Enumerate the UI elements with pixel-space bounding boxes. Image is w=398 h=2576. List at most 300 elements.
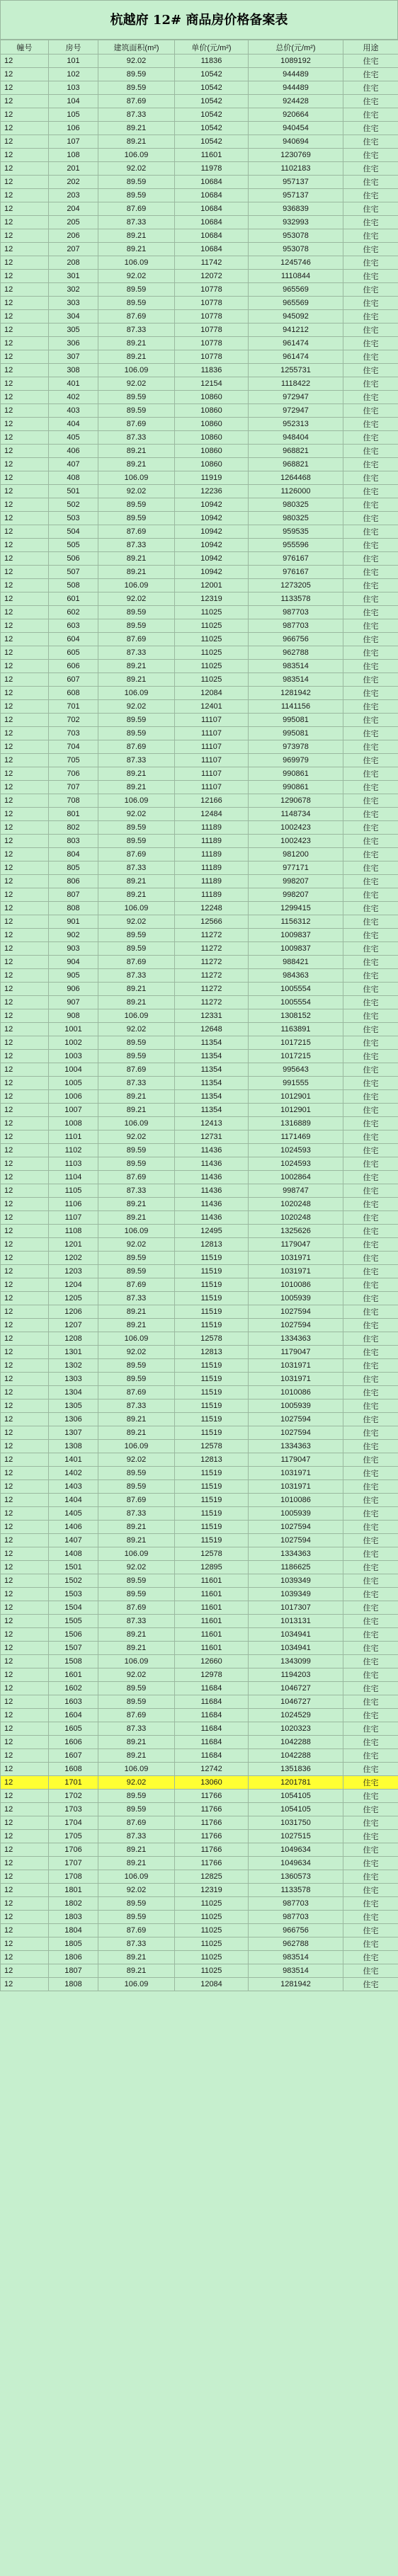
building-cell: 12 xyxy=(1,1494,49,1507)
table-body xyxy=(1,55,398,1991)
area-cell: 89.59 xyxy=(98,297,175,310)
area-cell: 87.33 xyxy=(98,539,175,552)
area-cell: 89.59 xyxy=(98,1157,175,1171)
total-price-cell: 961474 xyxy=(249,337,343,350)
unit-price-cell: 12660 xyxy=(175,1655,249,1668)
table-row xyxy=(1,848,398,861)
room-cell: 1303 xyxy=(49,1373,98,1386)
usage-cell: 住宅 xyxy=(343,1857,398,1870)
total-price-cell: 1024593 xyxy=(249,1157,343,1171)
building-cell: 12 xyxy=(1,498,49,512)
unit-price-cell: 10542 xyxy=(175,108,249,122)
room-cell: 1403 xyxy=(49,1480,98,1494)
room-cell: 404 xyxy=(49,418,98,431)
area-cell: 87.69 xyxy=(98,1601,175,1615)
area-cell: 92.02 xyxy=(98,593,175,606)
area-cell: 106.09 xyxy=(98,1332,175,1346)
usage-cell: 住宅 xyxy=(343,714,398,727)
room-cell: 506 xyxy=(49,552,98,566)
usage-cell: 住宅 xyxy=(343,391,398,404)
total-price-cell: 955596 xyxy=(249,539,343,552)
table-row xyxy=(1,1359,398,1373)
room-cell: 1708 xyxy=(49,1870,98,1884)
building-cell: 12 xyxy=(1,1951,49,1964)
area-cell: 89.21 xyxy=(98,445,175,458)
total-price-cell: 1343099 xyxy=(249,1655,343,1668)
room-cell: 206 xyxy=(49,229,98,243)
room-cell: 1106 xyxy=(49,1198,98,1211)
unit-price-cell: 11189 xyxy=(175,835,249,848)
building-cell: 12 xyxy=(1,1426,49,1440)
area-cell: 92.02 xyxy=(98,1238,175,1252)
area-cell: 89.59 xyxy=(98,1265,175,1278)
unit-price-cell: 10684 xyxy=(175,229,249,243)
building-cell: 12 xyxy=(1,539,49,552)
usage-cell: 住宅 xyxy=(343,606,398,619)
usage-cell: 住宅 xyxy=(343,324,398,337)
table-row xyxy=(1,1722,398,1736)
total-price-cell: 941212 xyxy=(249,324,343,337)
total-price-cell: 995081 xyxy=(249,714,343,727)
total-price-cell: 1027594 xyxy=(249,1319,343,1332)
total-price-cell: 957137 xyxy=(249,176,343,189)
room-cell: 601 xyxy=(49,593,98,606)
room-cell: 606 xyxy=(49,660,98,673)
usage-cell: 住宅 xyxy=(343,216,398,229)
usage-cell: 住宅 xyxy=(343,660,398,673)
total-price-cell: 1034941 xyxy=(249,1628,343,1642)
building-cell: 12 xyxy=(1,283,49,297)
room-cell: 1107 xyxy=(49,1211,98,1225)
room-cell: 403 xyxy=(49,404,98,418)
table-row xyxy=(1,902,398,915)
usage-cell: 住宅 xyxy=(343,283,398,297)
area-cell: 87.33 xyxy=(98,646,175,660)
room-cell: 708 xyxy=(49,794,98,808)
room-cell: 401 xyxy=(49,377,98,391)
building-cell: 12 xyxy=(1,915,49,929)
table-row xyxy=(1,1803,398,1816)
building-cell: 12 xyxy=(1,714,49,727)
area-cell: 92.02 xyxy=(98,808,175,821)
total-price-cell: 1273205 xyxy=(249,579,343,593)
room-cell: 1208 xyxy=(49,1332,98,1346)
room-cell: 104 xyxy=(49,95,98,108)
area-cell: 87.33 xyxy=(98,1399,175,1413)
table-row xyxy=(1,1601,398,1615)
unit-price-cell: 10778 xyxy=(175,297,249,310)
area-cell: 89.59 xyxy=(98,391,175,404)
building-cell: 12 xyxy=(1,1601,49,1615)
usage-cell: 住宅 xyxy=(343,1682,398,1695)
area-cell: 92.02 xyxy=(98,1668,175,1682)
unit-price-cell: 10778 xyxy=(175,283,249,297)
building-cell: 12 xyxy=(1,512,49,525)
table-row xyxy=(1,1467,398,1480)
unit-price-cell: 12319 xyxy=(175,593,249,606)
room-cell: 807 xyxy=(49,888,98,902)
building-cell: 12 xyxy=(1,1521,49,1534)
total-price-cell: 987703 xyxy=(249,1897,343,1911)
room-cell: 1606 xyxy=(49,1736,98,1749)
area-cell: 89.59 xyxy=(98,1574,175,1588)
area-cell: 89.59 xyxy=(98,512,175,525)
table-row xyxy=(1,1238,398,1252)
header-building: 幢号 xyxy=(1,40,49,55)
usage-cell: 住宅 xyxy=(343,1574,398,1588)
usage-cell: 住宅 xyxy=(343,875,398,888)
usage-cell: 住宅 xyxy=(343,1373,398,1386)
area-cell: 89.59 xyxy=(98,1144,175,1157)
area-cell: 89.59 xyxy=(98,189,175,202)
usage-cell: 住宅 xyxy=(343,68,398,81)
area-cell: 106.09 xyxy=(98,1117,175,1130)
room-cell: 305 xyxy=(49,324,98,337)
usage-cell: 住宅 xyxy=(343,1709,398,1722)
room-cell: 906 xyxy=(49,983,98,996)
room-cell: 303 xyxy=(49,297,98,310)
total-price-cell: 959535 xyxy=(249,525,343,539)
unit-price-cell: 11684 xyxy=(175,1722,249,1736)
table-row xyxy=(1,1480,398,1494)
usage-cell: 住宅 xyxy=(343,1843,398,1857)
area-cell: 87.69 xyxy=(98,1709,175,1722)
usage-cell: 住宅 xyxy=(343,1695,398,1709)
table-row xyxy=(1,1265,398,1278)
area-cell: 89.59 xyxy=(98,1252,175,1265)
unit-price-cell: 11107 xyxy=(175,740,249,754)
unit-price-cell: 11684 xyxy=(175,1682,249,1695)
usage-cell: 住宅 xyxy=(343,498,398,512)
area-cell: 89.59 xyxy=(98,68,175,81)
unit-price-cell: 11354 xyxy=(175,1036,249,1050)
area-cell: 89.21 xyxy=(98,1749,175,1763)
building-cell: 12 xyxy=(1,1507,49,1521)
table-row xyxy=(1,189,398,202)
unit-price-cell: 12084 xyxy=(175,1978,249,1991)
room-cell: 508 xyxy=(49,579,98,593)
building-cell: 12 xyxy=(1,122,49,135)
usage-cell: 住宅 xyxy=(343,1399,398,1413)
room-cell: 904 xyxy=(49,956,98,969)
area-cell: 87.69 xyxy=(98,202,175,216)
unit-price-cell: 10860 xyxy=(175,404,249,418)
total-price-cell: 1027594 xyxy=(249,1426,343,1440)
usage-cell: 住宅 xyxy=(343,1077,398,1090)
table-row xyxy=(1,835,398,848)
room-cell: 902 xyxy=(49,929,98,942)
building-cell: 12 xyxy=(1,1911,49,1924)
usage-cell: 住宅 xyxy=(343,1561,398,1574)
building-cell: 12 xyxy=(1,1978,49,1991)
area-cell: 106.09 xyxy=(98,687,175,700)
table-row xyxy=(1,418,398,431)
table-row xyxy=(1,1332,398,1346)
table-row xyxy=(1,1911,398,1924)
table-row xyxy=(1,875,398,888)
unit-price-cell: 11766 xyxy=(175,1803,249,1816)
unit-price-cell: 10860 xyxy=(175,418,249,431)
room-cell: 803 xyxy=(49,835,98,848)
table-row xyxy=(1,687,398,700)
table-row xyxy=(1,1561,398,1574)
total-price-cell: 1005554 xyxy=(249,996,343,1009)
area-cell: 89.21 xyxy=(98,337,175,350)
table-row xyxy=(1,1574,398,1588)
unit-price-cell: 12813 xyxy=(175,1238,249,1252)
building-cell: 12 xyxy=(1,108,49,122)
total-price-cell: 962788 xyxy=(249,646,343,660)
total-price-cell: 961474 xyxy=(249,350,343,364)
usage-cell: 住宅 xyxy=(343,996,398,1009)
table-row xyxy=(1,1292,398,1305)
usage-cell: 住宅 xyxy=(343,1278,398,1292)
building-cell: 12 xyxy=(1,1265,49,1278)
usage-cell: 住宅 xyxy=(343,673,398,687)
building-cell: 12 xyxy=(1,1278,49,1292)
area-cell: 89.59 xyxy=(98,929,175,942)
area-cell: 89.59 xyxy=(98,1790,175,1803)
usage-cell: 住宅 xyxy=(343,1884,398,1897)
building-cell: 12 xyxy=(1,646,49,660)
total-price-cell: 1133578 xyxy=(249,593,343,606)
room-cell: 905 xyxy=(49,969,98,983)
total-price-cell: 1334363 xyxy=(249,1440,343,1453)
usage-cell: 住宅 xyxy=(343,81,398,95)
total-price-cell: 976167 xyxy=(249,566,343,579)
total-price-cell: 976167 xyxy=(249,552,343,566)
usage-cell: 住宅 xyxy=(343,1722,398,1736)
total-price-cell: 1179047 xyxy=(249,1346,343,1359)
table-row xyxy=(1,1843,398,1857)
unit-price-cell: 11601 xyxy=(175,1642,249,1655)
building-cell: 12 xyxy=(1,364,49,377)
total-price-cell: 1049634 xyxy=(249,1843,343,1857)
usage-cell: 住宅 xyxy=(343,1453,398,1467)
area-cell: 89.59 xyxy=(98,727,175,740)
room-cell: 1806 xyxy=(49,1951,98,1964)
unit-price-cell: 11519 xyxy=(175,1413,249,1426)
room-cell: 304 xyxy=(49,310,98,324)
room-cell: 608 xyxy=(49,687,98,700)
unit-price-cell: 10684 xyxy=(175,216,249,229)
table-row xyxy=(1,1063,398,1077)
usage-cell: 住宅 xyxy=(343,1911,398,1924)
area-cell: 106.09 xyxy=(98,256,175,270)
total-price-cell: 1281942 xyxy=(249,687,343,700)
unit-price-cell: 11766 xyxy=(175,1830,249,1843)
building-cell: 12 xyxy=(1,189,49,202)
room-cell: 1505 xyxy=(49,1615,98,1628)
room-cell: 1205 xyxy=(49,1292,98,1305)
table-row xyxy=(1,700,398,714)
usage-cell: 住宅 xyxy=(343,1063,398,1077)
room-cell: 1006 xyxy=(49,1090,98,1104)
table-row xyxy=(1,1749,398,1763)
table-row xyxy=(1,1507,398,1521)
building-cell: 12 xyxy=(1,256,49,270)
table-row xyxy=(1,1682,398,1695)
building-cell: 12 xyxy=(1,1386,49,1399)
area-cell: 87.69 xyxy=(98,525,175,539)
unit-price-cell: 11742 xyxy=(175,256,249,270)
table-row xyxy=(1,162,398,176)
usage-cell: 住宅 xyxy=(343,915,398,929)
room-cell: 501 xyxy=(49,485,98,498)
total-price-cell: 1031971 xyxy=(249,1467,343,1480)
unit-price-cell: 11519 xyxy=(175,1467,249,1480)
usage-cell: 住宅 xyxy=(343,1816,398,1830)
sheet-title: 杭越府 12# 商品房价格备案表 xyxy=(0,0,398,40)
table-row xyxy=(1,270,398,283)
room-cell: 1007 xyxy=(49,1104,98,1117)
table-row xyxy=(1,337,398,350)
total-price-cell: 1042288 xyxy=(249,1749,343,1763)
room-cell: 806 xyxy=(49,875,98,888)
unit-price-cell: 12401 xyxy=(175,700,249,714)
total-price-cell: 1002864 xyxy=(249,1171,343,1184)
building-cell: 12 xyxy=(1,1332,49,1346)
usage-cell: 住宅 xyxy=(343,418,398,431)
room-cell: 1808 xyxy=(49,1978,98,1991)
total-price-cell: 1179047 xyxy=(249,1453,343,1467)
table-row xyxy=(1,1534,398,1547)
unit-price-cell: 10542 xyxy=(175,135,249,149)
total-price-cell: 1027594 xyxy=(249,1305,343,1319)
total-price-cell: 1031971 xyxy=(249,1480,343,1494)
total-price-cell: 1005939 xyxy=(249,1292,343,1305)
usage-cell: 住宅 xyxy=(343,1521,398,1534)
unit-price-cell: 11272 xyxy=(175,929,249,942)
room-cell: 1308 xyxy=(49,1440,98,1453)
usage-cell: 住宅 xyxy=(343,1803,398,1816)
area-cell: 92.02 xyxy=(98,162,175,176)
area-cell: 87.33 xyxy=(98,1507,175,1521)
usage-cell: 住宅 xyxy=(343,740,398,754)
room-cell: 1104 xyxy=(49,1171,98,1184)
room-cell: 405 xyxy=(49,431,98,445)
total-price-cell: 962788 xyxy=(249,1937,343,1951)
usage-cell: 住宅 xyxy=(343,202,398,216)
unit-price-cell: 12648 xyxy=(175,1023,249,1036)
building-cell: 12 xyxy=(1,1884,49,1897)
table-row xyxy=(1,942,398,956)
table-header-row xyxy=(1,40,398,55)
room-cell: 201 xyxy=(49,162,98,176)
area-cell: 106.09 xyxy=(98,794,175,808)
building-cell: 12 xyxy=(1,243,49,256)
room-cell: 306 xyxy=(49,337,98,350)
unit-price-cell: 11189 xyxy=(175,875,249,888)
area-cell: 89.21 xyxy=(98,1090,175,1104)
unit-price-cell: 12495 xyxy=(175,1225,249,1238)
area-cell: 87.69 xyxy=(98,1924,175,1937)
building-cell: 12 xyxy=(1,1816,49,1830)
area-cell: 89.21 xyxy=(98,122,175,135)
usage-cell: 住宅 xyxy=(343,1668,398,1682)
table-row xyxy=(1,821,398,835)
area-cell: 89.21 xyxy=(98,243,175,256)
header-total-price: 总价(元/m²) xyxy=(249,40,343,55)
building-cell: 12 xyxy=(1,781,49,794)
usage-cell: 住宅 xyxy=(343,1601,398,1615)
room-cell: 208 xyxy=(49,256,98,270)
usage-cell: 住宅 xyxy=(343,1507,398,1521)
total-price-cell: 998207 xyxy=(249,888,343,902)
area-cell: 89.21 xyxy=(98,996,175,1009)
usage-cell: 住宅 xyxy=(343,929,398,942)
building-cell: 12 xyxy=(1,202,49,216)
area-cell: 87.33 xyxy=(98,431,175,445)
usage-cell: 住宅 xyxy=(343,364,398,377)
building-cell: 12 xyxy=(1,229,49,243)
usage-cell: 住宅 xyxy=(343,902,398,915)
room-cell: 707 xyxy=(49,781,98,794)
usage-cell: 住宅 xyxy=(343,162,398,176)
usage-cell: 住宅 xyxy=(343,404,398,418)
usage-cell: 住宅 xyxy=(343,1790,398,1803)
usage-cell: 住宅 xyxy=(343,95,398,108)
total-price-cell: 980325 xyxy=(249,498,343,512)
unit-price-cell: 11601 xyxy=(175,1628,249,1642)
room-cell: 1207 xyxy=(49,1319,98,1332)
building-cell: 12 xyxy=(1,377,49,391)
building-cell: 12 xyxy=(1,1238,49,1252)
usage-cell: 住宅 xyxy=(343,337,398,350)
table-row xyxy=(1,1171,398,1184)
area-cell: 89.59 xyxy=(98,1588,175,1601)
room-cell: 1004 xyxy=(49,1063,98,1077)
usage-cell: 住宅 xyxy=(343,727,398,740)
total-price-cell: 1230769 xyxy=(249,149,343,162)
usage-cell: 住宅 xyxy=(343,1346,398,1359)
table-row xyxy=(1,888,398,902)
total-price-cell: 1054105 xyxy=(249,1803,343,1816)
room-cell: 704 xyxy=(49,740,98,754)
building-cell: 12 xyxy=(1,1305,49,1319)
unit-price-cell: 11519 xyxy=(175,1494,249,1507)
usage-cell: 住宅 xyxy=(343,149,398,162)
building-cell: 12 xyxy=(1,55,49,68)
room-cell: 908 xyxy=(49,1009,98,1023)
building-cell: 12 xyxy=(1,471,49,485)
area-cell: 89.59 xyxy=(98,1373,175,1386)
usage-cell: 住宅 xyxy=(343,1252,398,1265)
building-cell: 12 xyxy=(1,1722,49,1736)
usage-cell: 住宅 xyxy=(343,176,398,189)
usage-cell: 住宅 xyxy=(343,861,398,875)
area-cell: 87.33 xyxy=(98,1184,175,1198)
room-cell: 301 xyxy=(49,270,98,283)
total-price-cell: 1255731 xyxy=(249,364,343,377)
building-cell: 12 xyxy=(1,1009,49,1023)
room-cell: 1008 xyxy=(49,1117,98,1130)
room-cell: 604 xyxy=(49,633,98,646)
usage-cell: 住宅 xyxy=(343,1870,398,1884)
building-cell: 12 xyxy=(1,270,49,283)
building-cell: 12 xyxy=(1,1184,49,1198)
area-cell: 106.09 xyxy=(98,1978,175,1991)
area-cell: 89.21 xyxy=(98,1521,175,1534)
usage-cell: 住宅 xyxy=(343,1413,398,1426)
usage-cell: 住宅 xyxy=(343,270,398,283)
room-cell: 706 xyxy=(49,767,98,781)
usage-cell: 住宅 xyxy=(343,579,398,593)
usage-cell: 住宅 xyxy=(343,1642,398,1655)
table-row xyxy=(1,1709,398,1722)
building-cell: 12 xyxy=(1,1547,49,1561)
header-usage: 用途 xyxy=(343,40,398,55)
